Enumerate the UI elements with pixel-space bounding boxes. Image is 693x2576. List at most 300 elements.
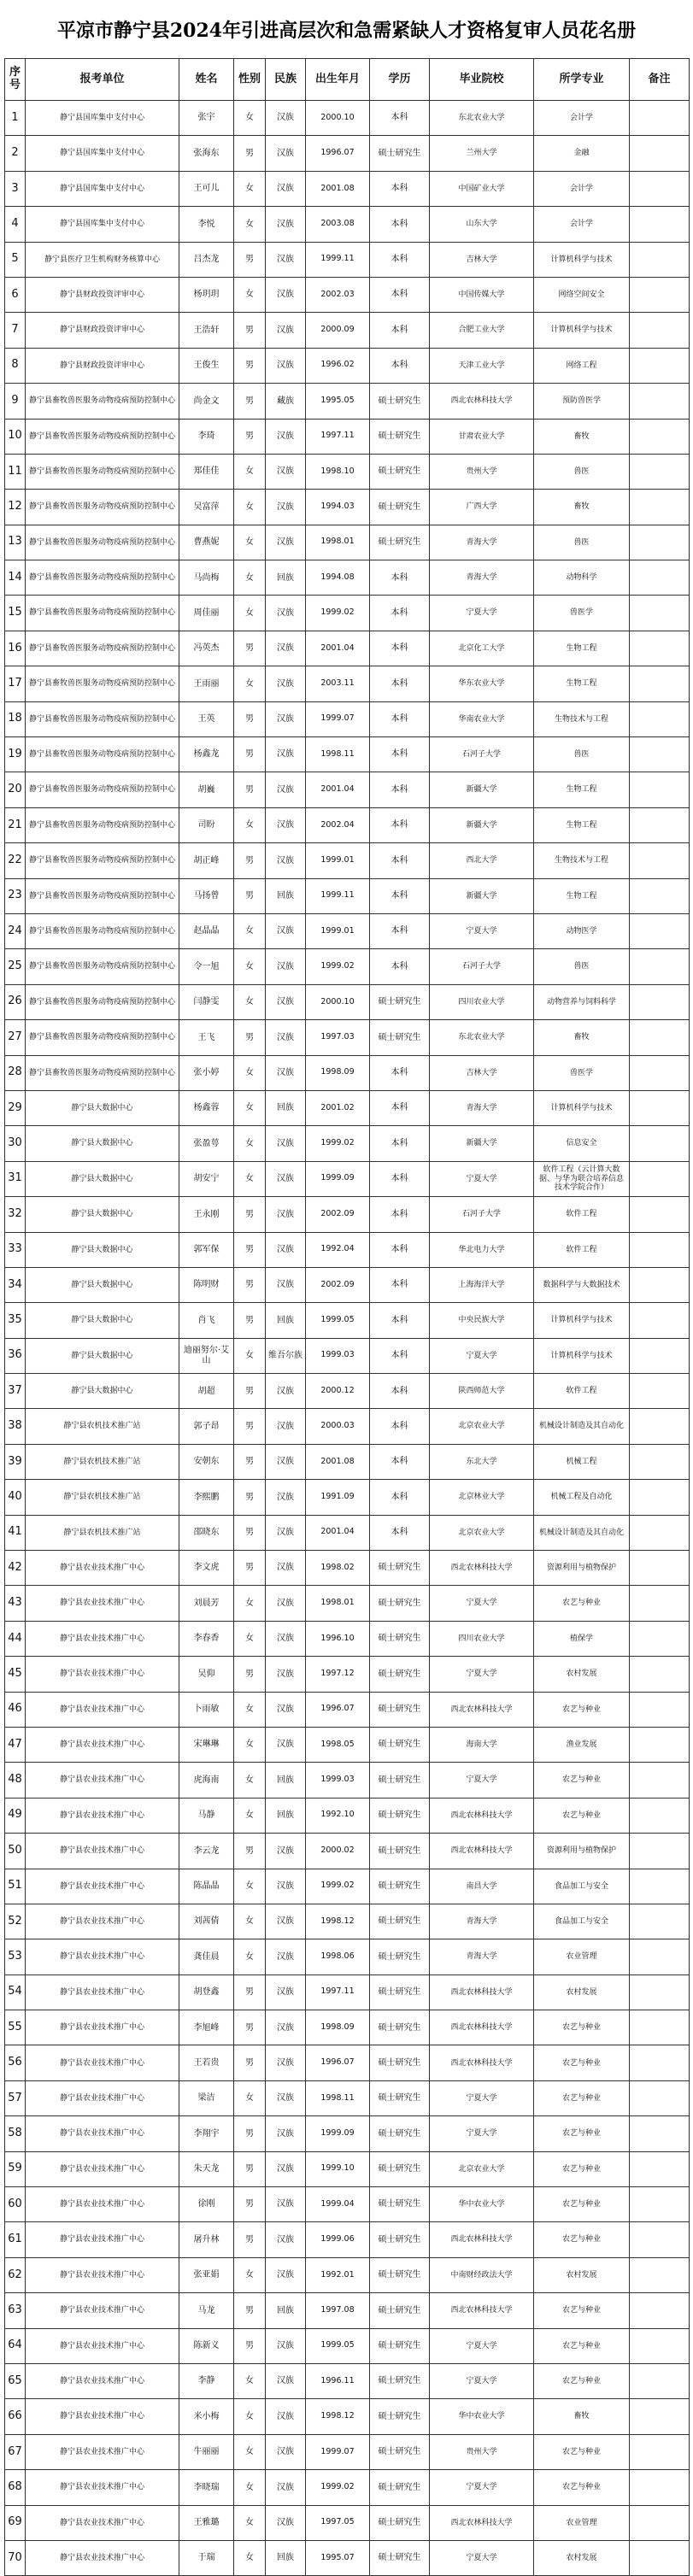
cell-degree: 硕士研究生 (370, 2540, 430, 2575)
cell-gender: 男 (234, 136, 266, 171)
cell-gender: 女 (234, 2434, 266, 2469)
cell-school: 西北农林科技大学 (430, 1975, 534, 2010)
cell-birth: 1999.04 (306, 2187, 370, 2222)
cell-no: 65 (5, 2364, 26, 2399)
header-cell-major: 所学专业 (534, 59, 630, 101)
cell-gender: 男 (234, 1303, 266, 1338)
cell-major: 生物技术与工程 (534, 843, 630, 878)
cell-remark (630, 136, 690, 171)
document-title: 平凉市静宁县2024年引进高层次和急需紧缺人才资格复审人员花名册 (56, 19, 637, 42)
cell-birth: 2003.11 (306, 666, 370, 701)
cell-name: 郑佳佳 (179, 454, 234, 489)
cell-remark (630, 419, 690, 454)
cell-birth: 2000.10 (306, 101, 370, 136)
cell-name: 司盼 (179, 807, 234, 842)
cell-school: 东北大学 (430, 1444, 534, 1479)
cell-name: 张盈萼 (179, 1126, 234, 1161)
cell-no: 25 (5, 949, 26, 984)
cell-no: 44 (5, 1621, 26, 1656)
cell-major: 生物工程 (534, 772, 630, 807)
cell-name: 杨鑫蓉 (179, 1090, 234, 1125)
table-row (5, 1515, 690, 1550)
table-row (5, 313, 690, 348)
cell-birth: 1991.09 (306, 1480, 370, 1515)
cell-birth: 1999.02 (306, 1126, 370, 1161)
cell-degree: 硕士研究生 (370, 2399, 430, 2434)
cell-name: 王雨丽 (179, 666, 234, 701)
cell-degree: 硕士研究生 (370, 2364, 430, 2399)
cell-ethnicity: 汉族 (266, 984, 306, 1019)
cell-unit: 静宁县农业技术推广中心 (26, 2470, 179, 2505)
cell-no: 20 (5, 772, 26, 807)
table-row (5, 1975, 690, 2010)
cell-ethnicity: 汉族 (266, 807, 306, 842)
cell-school: 吉林大学 (430, 1055, 534, 1090)
table-row (5, 1939, 690, 1975)
table-row (5, 101, 690, 136)
cell-name: 马静 (179, 1798, 234, 1833)
cell-no: 61 (5, 2222, 26, 2257)
cell-birth: 1992.01 (306, 2257, 370, 2292)
table-row (5, 1657, 690, 1692)
cell-no: 63 (5, 2293, 26, 2328)
cell-school: 西北农林科技大学 (430, 1798, 534, 1833)
cell-ethnicity: 汉族 (266, 2222, 306, 2257)
cell-major: 计算机科学与技术 (534, 1338, 630, 1373)
cell-gender: 男 (234, 1374, 266, 1409)
cell-no: 5 (5, 242, 26, 277)
cell-degree: 本科 (370, 1197, 430, 1232)
cell-gender: 男 (234, 2328, 266, 2363)
cell-remark (630, 2222, 690, 2257)
cell-unit: 静宁县畜牧兽医服务动物疫病预防控制中心 (26, 701, 179, 736)
table-row (5, 596, 690, 631)
cell-birth: 1996.11 (306, 2364, 370, 2399)
cell-gender: 女 (234, 1939, 266, 1975)
table-row (5, 1232, 690, 1267)
cell-major: 会计学 (534, 171, 630, 206)
cell-birth: 2000.03 (306, 1409, 370, 1444)
table-row (5, 2151, 690, 2186)
cell-unit: 静宁县农业技术推广中心 (26, 1975, 179, 2010)
cell-school: 四川农业大学 (430, 1621, 534, 1656)
table-row (5, 1374, 690, 1409)
cell-birth: 1999.09 (306, 2116, 370, 2151)
cell-no: 62 (5, 2257, 26, 2292)
cell-unit: 静宁县农业技术推广中心 (26, 1763, 179, 1798)
cell-unit: 静宁县农业技术推广中心 (26, 1621, 179, 1656)
cell-gender: 女 (234, 490, 266, 525)
cell-ethnicity: 回族 (266, 878, 306, 913)
cell-remark (630, 878, 690, 913)
cell-unit: 静宁县畜牧兽医服务动物疫病预防控制中心 (26, 772, 179, 807)
cell-birth: 1996.07 (306, 136, 370, 171)
cell-name: 胡登鑫 (179, 1975, 234, 2010)
cell-gender: 女 (234, 1090, 266, 1125)
cell-unit: 静宁县农业技术推广中心 (26, 2328, 179, 2363)
cell-name: 张宇 (179, 101, 234, 136)
cell-ethnicity: 汉族 (266, 1692, 306, 1727)
cell-unit: 静宁县财政投资评审中心 (26, 313, 179, 348)
cell-no: 19 (5, 737, 26, 772)
cell-name: 龚佳晨 (179, 1939, 234, 1975)
cell-ethnicity: 汉族 (266, 666, 306, 701)
cell-gender: 女 (234, 454, 266, 489)
cell-birth: 2001.04 (306, 1515, 370, 1550)
table-row (5, 1444, 690, 1479)
cell-school: 新疆大学 (430, 1126, 534, 1161)
cell-name: 李悦 (179, 207, 234, 242)
header-cell-ethnicity: 民族 (266, 59, 306, 101)
cell-birth: 1996.07 (306, 1692, 370, 1727)
cell-degree: 硕士研究生 (370, 2116, 430, 2151)
cell-school: 山东大学 (430, 207, 534, 242)
cell-remark (630, 772, 690, 807)
cell-major: 农业管理 (534, 2505, 630, 2540)
cell-name: 米小梅 (179, 2399, 234, 2434)
cell-no: 51 (5, 1869, 26, 1904)
cell-ethnicity: 回族 (266, 2540, 306, 2575)
cell-school: 新疆大学 (430, 772, 534, 807)
cell-degree: 本科 (370, 207, 430, 242)
cell-unit: 静宁县大数据中心 (26, 1338, 179, 1373)
cell-no: 45 (5, 1657, 26, 1692)
cell-unit: 静宁县农业技术推广中心 (26, 1692, 179, 1727)
cell-remark (630, 1551, 690, 1586)
cell-school: 宁夏大学 (430, 2116, 534, 2151)
cell-gender: 女 (234, 2470, 266, 2505)
table-row (5, 560, 690, 596)
cell-birth: 1997.08 (306, 2293, 370, 2328)
cell-degree: 本科 (370, 1090, 430, 1125)
cell-remark (630, 2293, 690, 2328)
cell-school: 华南农业大学 (430, 701, 534, 736)
cell-no: 42 (5, 1551, 26, 1586)
cell-degree: 硕士研究生 (370, 1869, 430, 1904)
cell-ethnicity: 汉族 (266, 2080, 306, 2115)
cell-remark (630, 631, 690, 666)
cell-remark (630, 2328, 690, 2363)
table-row (5, 2434, 690, 2469)
cell-degree: 本科 (370, 666, 430, 701)
table-row (5, 2399, 690, 2434)
cell-remark (630, 1657, 690, 1692)
cell-unit: 静宁县畜牧兽医服务动物疫病预防控制中心 (26, 631, 179, 666)
cell-name: 陈明财 (179, 1267, 234, 1302)
table-row (5, 490, 690, 525)
table-row (5, 2187, 690, 2222)
cell-major: 兽医学 (534, 1055, 630, 1090)
table-row (5, 525, 690, 560)
cell-school: 宁夏大学 (430, 913, 534, 948)
cell-gender: 男 (234, 1834, 266, 1869)
cell-school: 青海大学 (430, 560, 534, 596)
cell-degree: 本科 (370, 1232, 430, 1267)
cell-gender: 男 (234, 2222, 266, 2257)
cell-major: 预防兽医学 (534, 384, 630, 419)
table-row (5, 2080, 690, 2115)
cell-unit: 静宁县农业技术推广中心 (26, 2434, 179, 2469)
cell-ethnicity: 汉族 (266, 913, 306, 948)
cell-birth: 1997.05 (306, 2505, 370, 2540)
cell-remark (630, 1834, 690, 1869)
cell-school: 宁夏大学 (430, 2364, 534, 2399)
cell-gender: 女 (234, 1798, 266, 1833)
cell-birth: 2002.09 (306, 1197, 370, 1232)
cell-school: 宁夏大学 (430, 1763, 534, 1798)
cell-degree: 硕士研究生 (370, 490, 430, 525)
cell-name: 周佳丽 (179, 596, 234, 631)
cell-name: 李翔宇 (179, 2116, 234, 2151)
cell-unit: 静宁县农业技术推广中心 (26, 1798, 179, 1833)
cell-birth: 1994.08 (306, 560, 370, 596)
cell-gender: 女 (234, 984, 266, 1019)
cell-ethnicity: 汉族 (266, 2045, 306, 2080)
cell-remark (630, 2434, 690, 2469)
table-row (5, 631, 690, 666)
cell-ethnicity: 汉族 (266, 2116, 306, 2151)
cell-remark (630, 1055, 690, 1090)
cell-birth: 2001.04 (306, 772, 370, 807)
cell-unit: 静宁县畜牧兽医服务动物疫病预防控制中心 (26, 419, 179, 454)
cell-unit: 静宁县畜牧兽医服务动物疫病预防控制中心 (26, 666, 179, 701)
cell-no: 64 (5, 2328, 26, 2363)
cell-degree: 硕士研究生 (370, 1586, 430, 1621)
cell-ethnicity: 汉族 (266, 2399, 306, 2434)
cell-name: 陈新义 (179, 2328, 234, 2363)
cell-ethnicity: 汉族 (266, 1055, 306, 1090)
cell-degree: 硕士研究生 (370, 2470, 430, 2505)
cell-birth: 2000.09 (306, 313, 370, 348)
cell-school: 南昌大学 (430, 1869, 534, 1904)
cell-birth: 1997.11 (306, 1975, 370, 2010)
cell-ethnicity: 汉族 (266, 1374, 306, 1409)
cell-gender: 女 (234, 525, 266, 560)
cell-remark (630, 1798, 690, 1833)
cell-school: 兰州大学 (430, 136, 534, 171)
cell-major: 计算机科学与技术 (534, 1303, 630, 1338)
cell-school: 华中农业大学 (430, 2399, 534, 2434)
table-row (5, 1480, 690, 1515)
cell-remark (630, 2399, 690, 2434)
cell-birth: 1998.10 (306, 454, 370, 489)
cell-name: 安朝东 (179, 1444, 234, 1479)
cell-birth: 1998.02 (306, 1551, 370, 1586)
cell-name: 李熙鹏 (179, 1480, 234, 1515)
cell-unit: 静宁县农业技术推广中心 (26, 1586, 179, 1621)
cell-major: 动物科学 (534, 560, 630, 596)
cell-remark (630, 1444, 690, 1479)
cell-birth: 2000.12 (306, 1374, 370, 1409)
cell-ethnicity: 回族 (266, 2293, 306, 2328)
cell-gender: 女 (234, 2505, 266, 2540)
cell-major: 生物工程 (534, 878, 630, 913)
cell-school: 合肥工业大学 (430, 313, 534, 348)
cell-name: 王英 (179, 701, 234, 736)
cell-gender: 男 (234, 1197, 266, 1232)
cell-name: 肖飞 (179, 1303, 234, 1338)
cell-birth: 1999.07 (306, 701, 370, 736)
cell-remark (630, 1267, 690, 1302)
cell-no: 34 (5, 1267, 26, 1302)
cell-birth: 1997.12 (306, 1657, 370, 1692)
table-row (5, 1586, 690, 1621)
cell-ethnicity: 维吾尔族 (266, 1338, 306, 1373)
table-row (5, 207, 690, 242)
cell-remark (630, 596, 690, 631)
cell-major: 资源利用与植物保护 (534, 1551, 630, 1586)
cell-remark (630, 2257, 690, 2292)
cell-major: 农艺与种业 (534, 2116, 630, 2151)
cell-remark (630, 277, 690, 312)
cell-no: 60 (5, 2187, 26, 2222)
cell-birth: 1998.06 (306, 1939, 370, 1975)
table-row (5, 1303, 690, 1338)
cell-gender: 男 (234, 1657, 266, 1692)
cell-school: 宁夏大学 (430, 596, 534, 631)
cell-gender: 女 (234, 2364, 266, 2399)
cell-birth: 1999.07 (306, 2434, 370, 2469)
cell-major: 网络空间安全 (534, 277, 630, 312)
cell-birth: 1998.01 (306, 1586, 370, 1621)
roster-body (5, 101, 690, 2576)
cell-name: 郭子昂 (179, 1409, 234, 1444)
cell-school: 西北农林科技大学 (430, 1692, 534, 1727)
cell-gender: 男 (234, 1515, 266, 1550)
cell-unit: 静宁县农业技术推广中心 (26, 2151, 179, 2186)
cell-gender: 女 (234, 207, 266, 242)
cell-name: 张亚娟 (179, 2257, 234, 2292)
cell-major: 农艺与种业 (534, 2434, 630, 2469)
cell-major: 农艺与种业 (534, 2470, 630, 2505)
cell-degree: 本科 (370, 560, 430, 596)
cell-gender: 男 (234, 631, 266, 666)
cell-school: 上海海洋大学 (430, 1267, 534, 1302)
cell-unit: 静宁县农业技术推广中心 (26, 2257, 179, 2292)
cell-gender: 女 (234, 807, 266, 842)
cell-remark (630, 666, 690, 701)
cell-school: 宁夏大学 (430, 1338, 534, 1373)
table-row (5, 1020, 690, 1055)
cell-no: 69 (5, 2505, 26, 2540)
cell-gender: 女 (234, 1126, 266, 1161)
cell-remark (630, 2364, 690, 2399)
cell-remark (630, 1197, 690, 1232)
cell-major: 食品加工与安全 (534, 1904, 630, 1939)
cell-unit: 静宁县农业技术推广中心 (26, 2399, 179, 2434)
cell-name: 闫静雯 (179, 984, 234, 1019)
cell-school: 中央民族大学 (430, 1303, 534, 1338)
cell-ethnicity: 汉族 (266, 1197, 306, 1232)
cell-ethnicity: 汉族 (266, 1727, 306, 1762)
cell-major: 农业管理 (534, 1939, 630, 1975)
cell-birth: 2001.04 (306, 631, 370, 666)
header-cell-school: 毕业院校 (430, 59, 534, 101)
table-row (5, 772, 690, 807)
cell-no: 48 (5, 1763, 26, 1798)
cell-no: 29 (5, 1090, 26, 1125)
cell-unit: 静宁县农业技术推广中心 (26, 2045, 179, 2080)
cell-no: 35 (5, 1303, 26, 1338)
cell-no: 30 (5, 1126, 26, 1161)
cell-major: 兽医 (534, 454, 630, 489)
cell-school: 贵州大学 (430, 2434, 534, 2469)
cell-name: 曹燕妮 (179, 525, 234, 560)
cell-degree: 本科 (370, 1444, 430, 1479)
cell-birth: 1999.05 (306, 1303, 370, 1338)
cell-school: 东北农业大学 (430, 1020, 534, 1055)
cell-no: 49 (5, 1798, 26, 1833)
cell-gender: 女 (234, 1727, 266, 1762)
cell-degree: 本科 (370, 313, 430, 348)
cell-remark (630, 1727, 690, 1762)
table-row (5, 1551, 690, 1586)
cell-unit: 静宁县畜牧兽医服务动物疫病预防控制中心 (26, 1020, 179, 1055)
cell-no: 24 (5, 913, 26, 948)
cell-school: 西北农林科技大学 (430, 2045, 534, 2080)
cell-gender: 女 (234, 1055, 266, 1090)
header-cell-name: 姓名 (179, 59, 234, 101)
cell-birth: 1995.07 (306, 2540, 370, 2575)
cell-major: 农村发展 (534, 2540, 630, 2575)
cell-no: 67 (5, 2434, 26, 2469)
cell-remark (630, 1621, 690, 1656)
cell-birth: 1999.02 (306, 596, 370, 631)
cell-name: 吕杰龙 (179, 242, 234, 277)
cell-degree: 硕士研究生 (370, 2328, 430, 2363)
cell-degree: 硕士研究生 (370, 2505, 430, 2540)
cell-ethnicity: 汉族 (266, 949, 306, 984)
cell-no: 54 (5, 1975, 26, 2010)
cell-birth: 1999.11 (306, 878, 370, 913)
cell-ethnicity: 汉族 (266, 242, 306, 277)
cell-degree: 本科 (370, 878, 430, 913)
cell-no: 10 (5, 419, 26, 454)
cell-ethnicity: 汉族 (266, 772, 306, 807)
cell-degree: 本科 (370, 1055, 430, 1090)
cell-unit: 静宁县畜牧兽医服务动物疫病预防控制中心 (26, 843, 179, 878)
cell-school: 东北农业大学 (430, 101, 534, 136)
cell-no: 4 (5, 207, 26, 242)
cell-gender: 男 (234, 1444, 266, 1479)
cell-school: 新疆大学 (430, 878, 534, 913)
cell-unit: 静宁县财政投资评审中心 (26, 277, 179, 312)
cell-no: 53 (5, 1939, 26, 1975)
table-row (5, 2257, 690, 2292)
cell-gender: 男 (234, 2045, 266, 2080)
cell-ethnicity: 回族 (266, 1090, 306, 1125)
cell-major: 畜牧 (534, 1020, 630, 1055)
cell-name: 刘茜倩 (179, 1904, 234, 1939)
cell-school: 西北农林科技大学 (430, 2222, 534, 2257)
cell-gender: 男 (234, 1232, 266, 1267)
cell-no: 2 (5, 136, 26, 171)
cell-degree: 本科 (370, 843, 430, 878)
cell-ethnicity: 汉族 (266, 490, 306, 525)
cell-no: 38 (5, 1409, 26, 1444)
table-row (5, 2540, 690, 2575)
cell-ethnicity: 汉族 (266, 701, 306, 736)
cell-unit: 静宁县畜牧兽医服务动物疫病预防控制中心 (26, 384, 179, 419)
cell-degree: 硕士研究生 (370, 2222, 430, 2257)
cell-degree: 硕士研究生 (370, 1763, 430, 1798)
cell-degree: 本科 (370, 1374, 430, 1409)
cell-unit: 静宁县农机技术推广站 (26, 1480, 179, 1515)
cell-school: 西北农林科技大学 (430, 1551, 534, 1586)
cell-major: 兽医 (534, 949, 630, 984)
cell-no: 26 (5, 984, 26, 1019)
table-row (5, 737, 690, 772)
